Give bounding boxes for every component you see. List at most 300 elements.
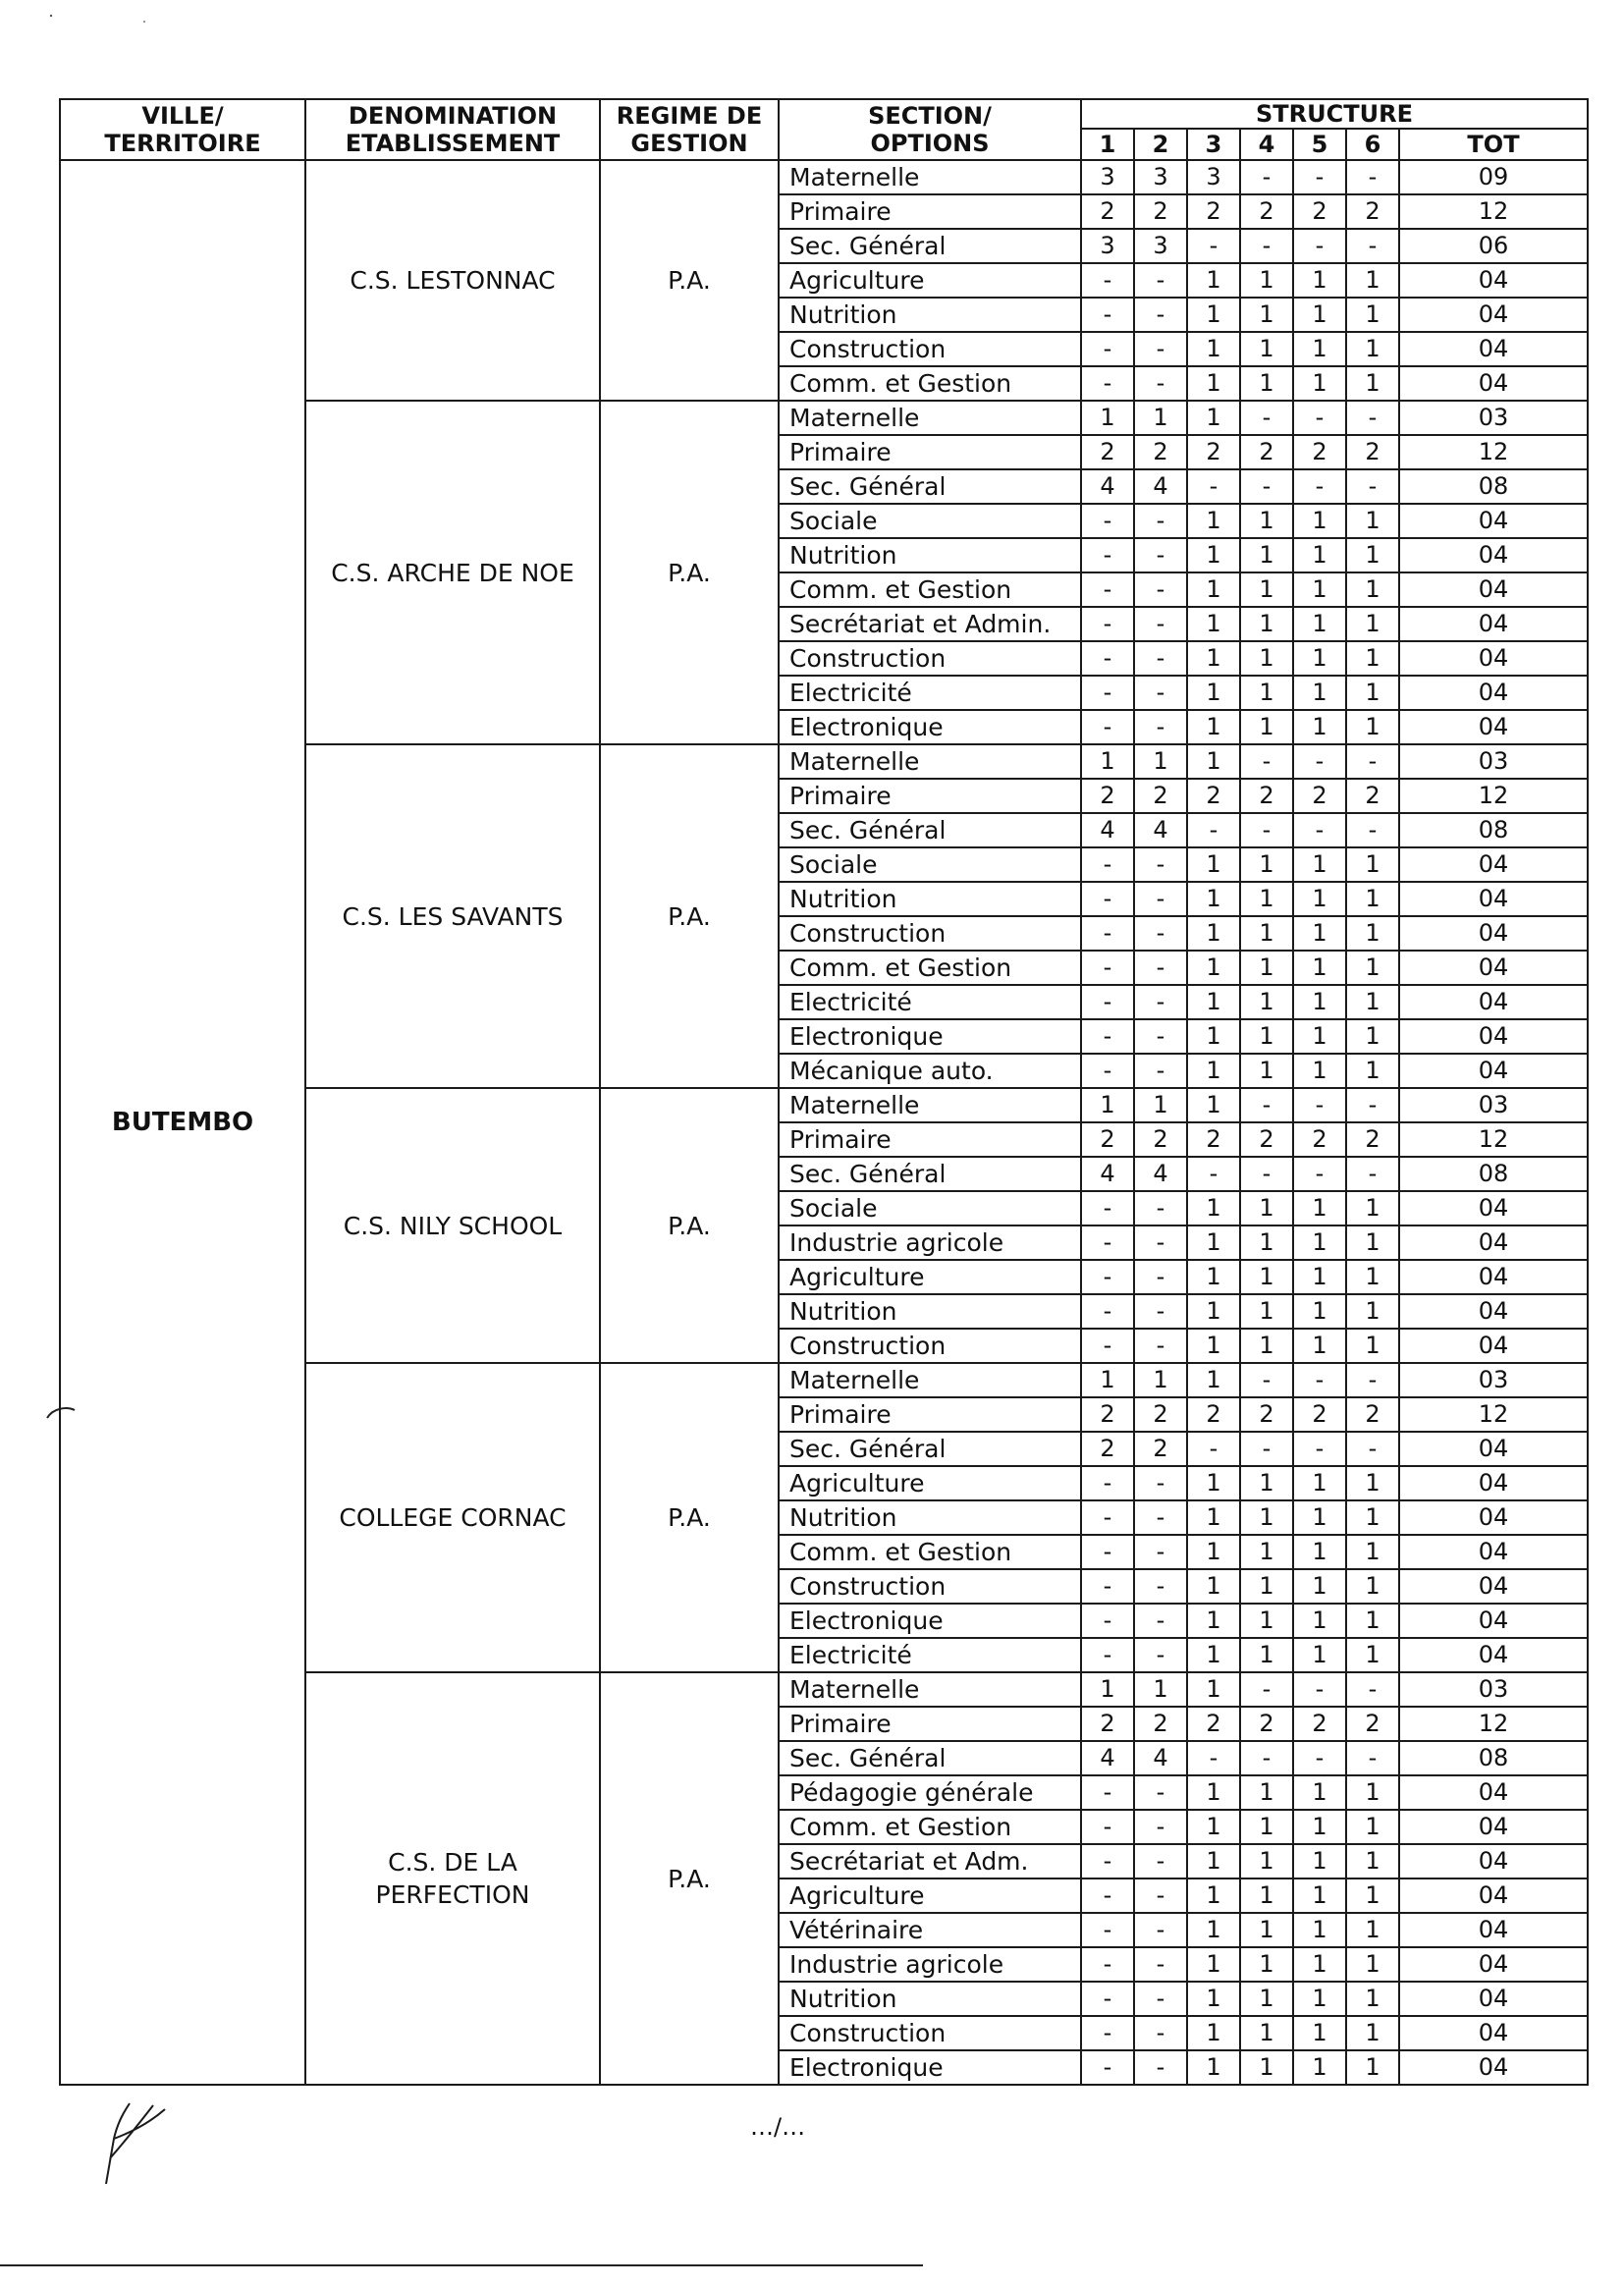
level-value: 1	[1187, 1363, 1240, 1397]
scan-specks	[49, 12, 167, 31]
level-value: -	[1134, 1569, 1187, 1604]
level-value: 2	[1187, 435, 1240, 469]
level-value: 2	[1346, 194, 1399, 229]
level-value: 1	[1346, 1466, 1399, 1500]
level-value: 3	[1134, 160, 1187, 194]
level-value: 1	[1293, 1294, 1346, 1329]
section-option: Construction	[779, 1329, 1081, 1363]
level-value: 1	[1240, 1466, 1293, 1500]
level-value: -	[1134, 1294, 1187, 1329]
level-value: 2	[1134, 1707, 1187, 1741]
level-value: 1	[1346, 1947, 1399, 1982]
level-value: -	[1134, 1535, 1187, 1569]
level-value: 1	[1293, 2050, 1346, 2085]
level-value: 1	[1346, 951, 1399, 985]
total-value: 04	[1399, 1569, 1588, 1604]
level-value: 1	[1187, 1672, 1240, 1707]
level-value: -	[1081, 366, 1134, 401]
level-value: 2	[1081, 435, 1134, 469]
header-level: 1	[1081, 129, 1134, 160]
level-value: -	[1187, 1157, 1240, 1191]
section-option: Primaire	[779, 1707, 1081, 1741]
section-option: Nutrition	[779, 298, 1081, 332]
level-value: 1	[1293, 1329, 1346, 1363]
section-option: Pédagogie générale	[779, 1775, 1081, 1810]
section-option: Sec. Général	[779, 1432, 1081, 1466]
level-value: 1	[1293, 1191, 1346, 1225]
level-value: 1	[1346, 2016, 1399, 2050]
level-value: -	[1240, 1157, 1293, 1191]
level-value: -	[1081, 572, 1134, 607]
level-value: 1	[1346, 1913, 1399, 1947]
level-value: 1	[1187, 744, 1240, 779]
level-value: 1	[1293, 847, 1346, 882]
level-value: -	[1240, 1741, 1293, 1775]
level-value: 1	[1293, 1638, 1346, 1672]
total-value: 12	[1399, 1397, 1588, 1432]
total-value: 04	[1399, 641, 1588, 676]
level-value: 1	[1293, 1913, 1346, 1947]
level-value: -	[1293, 229, 1346, 263]
level-value: -	[1134, 1844, 1187, 1879]
level-value: 1	[1346, 1019, 1399, 1054]
level-value: 1	[1187, 504, 1240, 538]
level-value: 1	[1346, 298, 1399, 332]
section-option: Construction	[779, 2016, 1081, 2050]
level-value: 1	[1240, 1054, 1293, 1088]
school-regime: P.A.	[600, 1363, 779, 1672]
level-value: -	[1081, 2050, 1134, 2085]
level-value: 3	[1134, 229, 1187, 263]
level-value: 1	[1240, 572, 1293, 607]
level-value: -	[1134, 366, 1187, 401]
level-value: -	[1081, 1569, 1134, 1604]
level-value: -	[1134, 1982, 1187, 2016]
total-value: 04	[1399, 916, 1588, 951]
level-value: 1	[1293, 1844, 1346, 1879]
level-value: -	[1134, 1638, 1187, 1672]
header-regime: REGIME DE GESTION	[600, 99, 779, 160]
level-value: 1	[1240, 1982, 1293, 2016]
school-name: COLLEGE CORNAC	[305, 1363, 600, 1672]
level-value: -	[1134, 985, 1187, 1019]
level-value: 2	[1081, 779, 1134, 813]
section-option: Agriculture	[779, 1879, 1081, 1913]
level-value: -	[1346, 469, 1399, 504]
section-option: Secrétariat et Adm.	[779, 1844, 1081, 1879]
level-value: -	[1081, 710, 1134, 744]
section-option: Sociale	[779, 504, 1081, 538]
level-value: 2	[1293, 435, 1346, 469]
level-value: -	[1293, 813, 1346, 847]
level-value: -	[1134, 882, 1187, 916]
level-value: 2	[1346, 1122, 1399, 1157]
level-value: -	[1134, 951, 1187, 985]
section-option: Construction	[779, 916, 1081, 951]
section-option: Electronique	[779, 1604, 1081, 1638]
level-value: -	[1081, 1810, 1134, 1844]
section-option: Nutrition	[779, 882, 1081, 916]
level-value: -	[1134, 1913, 1187, 1947]
level-value: -	[1346, 1088, 1399, 1122]
level-value: 1	[1293, 332, 1346, 366]
level-value: 1	[1240, 1535, 1293, 1569]
level-value: 1	[1187, 1604, 1240, 1638]
level-value: 2	[1240, 1397, 1293, 1432]
section-option: Industrie agricole	[779, 1947, 1081, 1982]
header-city: VILLE/ TERRITOIRE	[60, 99, 305, 160]
level-value: 1	[1293, 1054, 1346, 1088]
total-value: 04	[1399, 1947, 1588, 1982]
section-option: Sociale	[779, 847, 1081, 882]
level-value: 1	[1240, 298, 1293, 332]
level-value: -	[1134, 916, 1187, 951]
level-value: 1	[1293, 1879, 1346, 1913]
level-value: 2	[1081, 194, 1134, 229]
section-option: Primaire	[779, 779, 1081, 813]
total-value: 04	[1399, 1260, 1588, 1294]
school-regime: P.A.	[600, 1088, 779, 1363]
level-value: 2	[1187, 779, 1240, 813]
level-value: -	[1293, 744, 1346, 779]
level-value: 1	[1346, 1191, 1399, 1225]
level-value: -	[1134, 676, 1187, 710]
level-value: -	[1081, 538, 1134, 572]
level-value: 1	[1187, 538, 1240, 572]
section-option: Comm. et Gestion	[779, 366, 1081, 401]
level-value: -	[1134, 1225, 1187, 1260]
level-value: 2	[1081, 1707, 1134, 1741]
level-value: -	[1187, 1741, 1240, 1775]
level-value: 2	[1187, 1122, 1240, 1157]
level-value: -	[1134, 1947, 1187, 1982]
level-value: 1	[1187, 1054, 1240, 1088]
school-regime: P.A.	[600, 160, 779, 401]
total-value: 04	[1399, 366, 1588, 401]
level-value: 2	[1346, 1707, 1399, 1741]
level-value: 1	[1346, 882, 1399, 916]
level-value: 1	[1346, 2050, 1399, 2085]
level-value: -	[1240, 1088, 1293, 1122]
level-value: 1	[1346, 263, 1399, 298]
total-value: 04	[1399, 332, 1588, 366]
level-value: -	[1293, 1432, 1346, 1466]
level-value: 1	[1187, 1088, 1240, 1122]
level-value: -	[1134, 572, 1187, 607]
level-value: -	[1293, 401, 1346, 435]
school-regime: P.A.	[600, 1672, 779, 2085]
level-value: 2	[1081, 1432, 1134, 1466]
level-value: -	[1081, 1500, 1134, 1535]
level-value: -	[1240, 1432, 1293, 1466]
level-value: -	[1081, 847, 1134, 882]
level-value: 1	[1293, 1947, 1346, 1982]
level-value: 1	[1293, 951, 1346, 985]
total-value: 04	[1399, 1019, 1588, 1054]
level-value: 1	[1187, 641, 1240, 676]
total-value: 12	[1399, 779, 1588, 813]
level-value: -	[1081, 1638, 1134, 1672]
total-value: 04	[1399, 2050, 1588, 2085]
level-value: 1	[1081, 744, 1134, 779]
level-value: 1	[1293, 1810, 1346, 1844]
level-value: 1	[1240, 1329, 1293, 1363]
total-value: 04	[1399, 1225, 1588, 1260]
level-value: 1	[1187, 2050, 1240, 2085]
level-value: 4	[1134, 1157, 1187, 1191]
level-value: 1	[1240, 1019, 1293, 1054]
level-value: 1	[1346, 1775, 1399, 1810]
level-value: 1	[1187, 1775, 1240, 1810]
level-value: 1	[1240, 366, 1293, 401]
level-value: -	[1081, 1225, 1134, 1260]
level-value: 1	[1187, 676, 1240, 710]
level-value: 1	[1346, 1260, 1399, 1294]
level-value: 1	[1240, 641, 1293, 676]
level-value: 1	[1293, 2016, 1346, 2050]
level-value: 1	[1293, 1019, 1346, 1054]
level-value: 1	[1293, 1500, 1346, 1535]
level-value: 1	[1346, 1500, 1399, 1535]
level-value: 1	[1240, 1879, 1293, 1913]
level-value: 1	[1346, 641, 1399, 676]
section-option: Nutrition	[779, 538, 1081, 572]
level-value: -	[1346, 744, 1399, 779]
level-value: 1	[1293, 1466, 1346, 1500]
level-value: -	[1134, 1466, 1187, 1500]
section-option: Electronique	[779, 2050, 1081, 2085]
total-value: 04	[1399, 1466, 1588, 1500]
section-option: Primaire	[779, 1122, 1081, 1157]
level-value: 1	[1293, 1569, 1346, 1604]
level-value: 1	[1346, 1054, 1399, 1088]
total-value: 03	[1399, 401, 1588, 435]
level-value: -	[1134, 2016, 1187, 2050]
level-value: 1	[1293, 1604, 1346, 1638]
level-value: 1	[1293, 1775, 1346, 1810]
level-value: 2	[1187, 1707, 1240, 1741]
level-value: 1	[1346, 1604, 1399, 1638]
level-value: -	[1134, 1500, 1187, 1535]
level-value: 1	[1240, 1844, 1293, 1879]
section-option: Construction	[779, 332, 1081, 366]
level-value: -	[1081, 1982, 1134, 2016]
level-value: 2	[1134, 1397, 1187, 1432]
level-value: 1	[1240, 1500, 1293, 1535]
total-value: 04	[1399, 676, 1588, 710]
city-cell: BUTEMBO	[60, 160, 305, 2085]
level-value: 1	[1240, 504, 1293, 538]
level-value: 2	[1293, 1397, 1346, 1432]
section-option: Nutrition	[779, 1500, 1081, 1535]
level-value: 2	[1293, 1707, 1346, 1741]
level-value: -	[1134, 1775, 1187, 1810]
section-option: Nutrition	[779, 1982, 1081, 2016]
header-total: TOT	[1399, 129, 1588, 160]
level-value: 1	[1240, 607, 1293, 641]
level-value: -	[1293, 469, 1346, 504]
level-value: 1	[1081, 1363, 1134, 1397]
section-option: Primaire	[779, 1397, 1081, 1432]
section-option: Agriculture	[779, 263, 1081, 298]
total-value: 04	[1399, 1982, 1588, 2016]
level-value: 1	[1134, 401, 1187, 435]
total-value: 04	[1399, 1432, 1588, 1466]
continuation-mark: …/…	[750, 2113, 806, 2141]
total-value: 08	[1399, 1157, 1588, 1191]
level-value: 1	[1134, 1672, 1187, 1707]
school-regime: P.A.	[600, 744, 779, 1088]
level-value: -	[1134, 2050, 1187, 2085]
level-value: -	[1134, 1879, 1187, 1913]
level-value: 1	[1187, 1913, 1240, 1947]
level-value: 1	[1240, 1569, 1293, 1604]
level-value: 2	[1240, 1122, 1293, 1157]
level-value: -	[1081, 1466, 1134, 1500]
level-value: 1	[1293, 676, 1346, 710]
level-value: -	[1187, 229, 1240, 263]
total-value: 04	[1399, 951, 1588, 985]
header-structure: STRUCTURE	[1081, 99, 1588, 129]
level-value: -	[1240, 744, 1293, 779]
section-option: Electricité	[779, 676, 1081, 710]
total-value: 04	[1399, 298, 1588, 332]
level-value: -	[1081, 985, 1134, 1019]
level-value: 1	[1187, 263, 1240, 298]
level-value: 3	[1187, 160, 1240, 194]
level-value: 1	[1240, 1225, 1293, 1260]
level-value: -	[1081, 332, 1134, 366]
level-value: 1	[1240, 332, 1293, 366]
level-value: 1	[1346, 916, 1399, 951]
section-option: Sec. Général	[779, 469, 1081, 504]
level-value: 4	[1081, 469, 1134, 504]
level-value: 1	[1240, 882, 1293, 916]
level-value: -	[1081, 504, 1134, 538]
level-value: -	[1134, 298, 1187, 332]
level-value: 2	[1134, 1122, 1187, 1157]
level-value: 1	[1346, 1329, 1399, 1363]
level-value: 1	[1187, 1638, 1240, 1672]
section-option: Agriculture	[779, 1260, 1081, 1294]
section-option: Construction	[779, 1569, 1081, 1604]
level-value: -	[1240, 401, 1293, 435]
level-value: 2	[1346, 1397, 1399, 1432]
level-value: 1	[1240, 916, 1293, 951]
level-value: 2	[1134, 1432, 1187, 1466]
level-value: -	[1134, 641, 1187, 676]
level-value: 2	[1081, 1397, 1134, 1432]
level-value: 1	[1293, 710, 1346, 744]
level-value: 2	[1240, 194, 1293, 229]
level-value: 1	[1240, 847, 1293, 882]
level-value: 1	[1187, 1569, 1240, 1604]
level-value: 1	[1346, 847, 1399, 882]
level-value: -	[1081, 916, 1134, 951]
header-level: 4	[1240, 129, 1293, 160]
total-value: 04	[1399, 1879, 1588, 1913]
level-value: 1	[1240, 951, 1293, 985]
level-value: -	[1134, 1604, 1187, 1638]
level-value: 1	[1081, 401, 1134, 435]
level-value: 1	[1346, 538, 1399, 572]
level-value: 1	[1346, 1225, 1399, 1260]
total-value: 04	[1399, 882, 1588, 916]
level-value: 2	[1293, 1122, 1346, 1157]
table-body	[60, 160, 1588, 2085]
level-value: 1	[1240, 1191, 1293, 1225]
section-option: Maternelle	[779, 1088, 1081, 1122]
header-level: 6	[1346, 129, 1399, 160]
section-option: Agriculture	[779, 1466, 1081, 1500]
level-value: 1	[1187, 366, 1240, 401]
section-option: Electronique	[779, 710, 1081, 744]
level-value: -	[1081, 1329, 1134, 1363]
level-value: 1	[1346, 1535, 1399, 1569]
level-value: -	[1346, 160, 1399, 194]
total-value: 12	[1399, 1122, 1588, 1157]
level-value: -	[1187, 813, 1240, 847]
level-value: -	[1293, 1672, 1346, 1707]
level-value: 3	[1081, 229, 1134, 263]
total-value: 04	[1399, 1844, 1588, 1879]
level-value: 1	[1187, 916, 1240, 951]
total-value: 04	[1399, 263, 1588, 298]
level-value: -	[1134, 1191, 1187, 1225]
level-value: -	[1081, 1054, 1134, 1088]
total-value: 12	[1399, 1707, 1588, 1741]
section-option: Sec. Général	[779, 1157, 1081, 1191]
level-value: 1	[1187, 710, 1240, 744]
level-value: 1	[1240, 1913, 1293, 1947]
level-value: 1	[1134, 744, 1187, 779]
level-value: 1	[1240, 2050, 1293, 2085]
level-value: 1	[1187, 332, 1240, 366]
total-value: 04	[1399, 1913, 1588, 1947]
school-regime: P.A.	[600, 401, 779, 744]
level-value: 1	[1293, 882, 1346, 916]
section-option: Comm. et Gestion	[779, 572, 1081, 607]
total-value: 04	[1399, 710, 1588, 744]
level-value: 1	[1187, 1500, 1240, 1535]
level-value: 1	[1187, 1810, 1240, 1844]
level-value: -	[1293, 1741, 1346, 1775]
level-value: 1	[1293, 985, 1346, 1019]
level-value: 4	[1081, 1741, 1134, 1775]
level-value: 1	[1346, 710, 1399, 744]
level-value: 1	[1240, 1638, 1293, 1672]
total-value: 04	[1399, 1329, 1588, 1363]
level-value: 1	[1240, 676, 1293, 710]
level-value: -	[1346, 1157, 1399, 1191]
level-value: -	[1081, 1775, 1134, 1810]
level-value: 2	[1187, 194, 1240, 229]
level-value: -	[1081, 263, 1134, 298]
table-header	[60, 99, 1588, 160]
total-value: 09	[1399, 160, 1588, 194]
level-value: -	[1081, 1844, 1134, 1879]
level-value: 2	[1187, 1397, 1240, 1432]
level-value: -	[1240, 1672, 1293, 1707]
level-value: 4	[1134, 1741, 1187, 1775]
level-value: 1	[1240, 1810, 1293, 1844]
level-value: 1	[1293, 572, 1346, 607]
level-value: -	[1293, 1088, 1346, 1122]
level-value: 4	[1134, 813, 1187, 847]
level-value: 1	[1293, 916, 1346, 951]
level-value: 3	[1081, 160, 1134, 194]
level-value: 1	[1293, 641, 1346, 676]
